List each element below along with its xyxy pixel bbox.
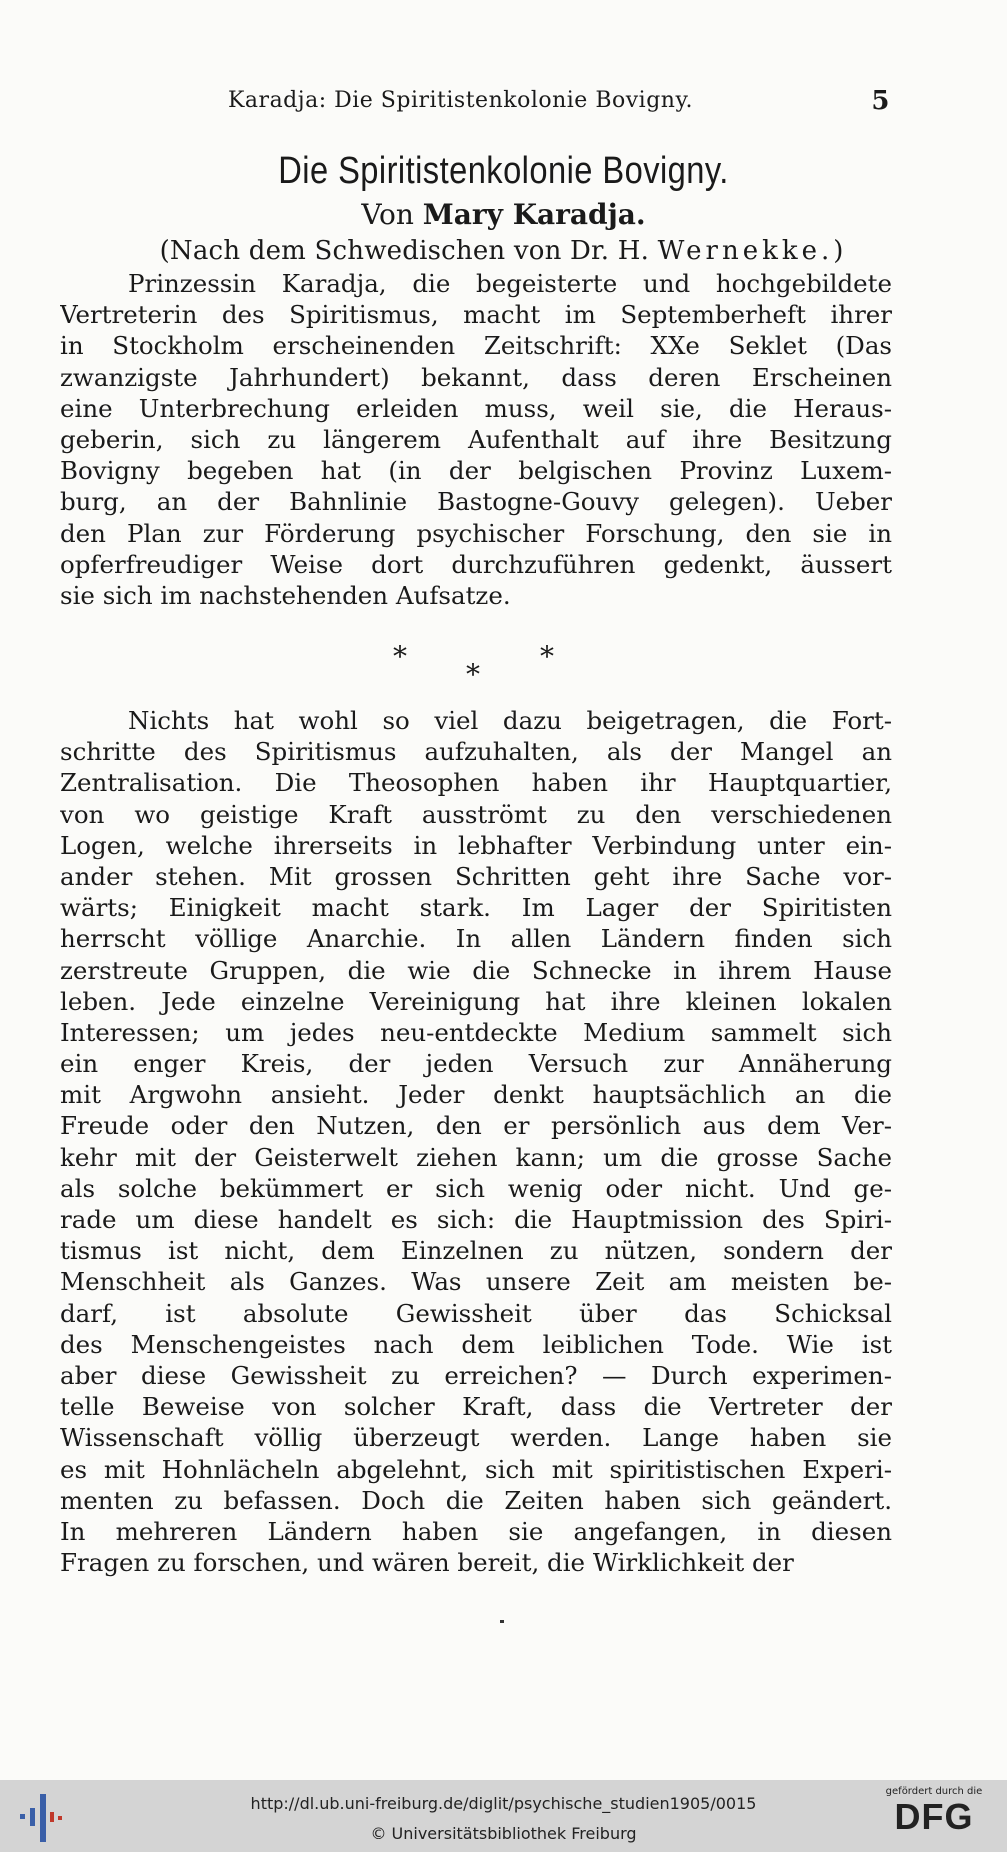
text-line: Prinzessin Karadja, die begeisterte und hochgebildete — [128, 269, 892, 298]
text-line: tismus ist nicht, dem Einzelnen zu nützen, sondern der — [60, 1236, 892, 1266]
dfg-wordmark: DFG — [894, 1796, 974, 1837]
text-line: in Stockholm erscheinenden Zeitschrift: XXe Seklet (Das — [60, 331, 892, 361]
text-line: herrscht völlige Anarchie. In allen Ländern finden sich — [60, 924, 892, 954]
text-line: Logen, welche ihrerseits in lebhafter Verbindung unter ein- — [60, 830, 892, 860]
translation-note — [0, 236, 1007, 266]
text-line: schritte des Spiritismus aufzuhalten, als der Mangel an — [60, 737, 892, 767]
separator-star: * — [393, 640, 407, 673]
footer-url[interactable]: http://dl.ub.uni-freiburg.de/diglit/psychische_studien1905/0015 — [250, 1794, 757, 1813]
running-head-title: Karadja: Die Spiritistenkolonie Bovigny. — [228, 88, 693, 113]
text-line: Nichts hat wohl so viel dazu beigetragen, die Fort- — [128, 706, 892, 735]
text-line: ander stehen. Mit grossen Schritten geht ihre Sache vor- — [60, 861, 892, 891]
byline — [0, 198, 1007, 231]
footer-copyright: © Universitätsbibliothek Freiburg — [370, 1824, 637, 1843]
text-line: In mehreren Ländern haben sie angefangen, in diesen — [60, 1516, 892, 1546]
text-line: kehr mit der Geisterwelt ziehen kann; um die grosse Sache — [60, 1142, 892, 1172]
text-line: mit Argwohn ansieht. Jeder denkt hauptsächlich an die — [60, 1080, 892, 1110]
text-line: Interessen; um jedes neu-entdeckte Medium sammelt sich — [60, 1017, 892, 1047]
text-line: den Plan zur Förderung psychischer Forschung, den sie in — [60, 518, 892, 548]
text-line: es mit Hohnlächeln abgelehnt, sich mit spiritistischen Experi- — [60, 1454, 892, 1484]
text-line: sie sich im nachstehenden Aufsatze. — [60, 580, 511, 610]
dfg-logo — [879, 1786, 989, 1846]
text-line: leben. Jede einzelne Vereinigung hat ihre kleinen lokalen — [60, 986, 892, 1016]
translator-name: Wernekke.) — [657, 236, 848, 266]
text-line: als solche bekümmert er sich wenig oder nicht. Und ge- — [60, 1173, 892, 1203]
text-line: Freude oder den Nutzen, den er persönlich aus dem Ver- — [60, 1111, 892, 1141]
text-line: Zentralisation. Die Theosophen haben ihr Hauptquartier, — [60, 768, 892, 798]
text-line: darf, ist absolute Gewissheit über das Schicksal — [60, 1298, 892, 1328]
text-line: zwanzigste Jahrhundert) bekannt, dass deren Erscheinen — [60, 362, 892, 392]
byline-prefix: Von — [361, 198, 414, 231]
text-line: Vertreterin des Spiritismus, macht im Septemberheft ihrer — [60, 300, 892, 330]
separator-star: * — [466, 658, 480, 691]
text-line: ein enger Kreis, der jeden Versuch zur Annäherung — [60, 1049, 892, 1079]
article-title: Die Spiritistenkolonie Bovigny. — [278, 150, 729, 192]
text-line: von wo geistige Kraft ausströmt zu den verschiedenen — [60, 799, 892, 829]
section-separator — [0, 640, 1007, 690]
page-number: 5 — [871, 86, 890, 116]
text-line: aber diese Gewissheit zu erreichen? — Durch experimen- — [60, 1360, 892, 1390]
text-line: burg, an der Bahnlinie Bastogne-Gouvy gelegen). Ueber — [60, 487, 892, 517]
text-line: des Menschengeistes nach dem leiblichen Tode. Wie ist — [60, 1329, 892, 1359]
text-line: Menschheit als Ganzes. Was unsere Zeit am meisten be- — [60, 1267, 892, 1297]
text-line: wärts; Einigkeit macht stark. Im Lager der Spiritisten — [60, 893, 892, 923]
text-line: rade um diese handelt es sich: die Hauptmission des Spiri- — [60, 1205, 892, 1234]
text-line: Wissenschaft völlig überzeugt werden. Lange haben sie — [60, 1423, 892, 1453]
text-line: Fragen zu forschen, und wären bereit, die Wirklichkeit der — [60, 1548, 794, 1578]
text-line: opferfreudiger Weise dort durchzuführen gedenkt, äussert — [60, 549, 892, 579]
footer-bar — [0, 1780, 1007, 1852]
translation-note-prefix: (Nach dem Schwedischen von Dr. H. — [159, 236, 650, 266]
separator-star: * — [540, 640, 554, 673]
text-line: menten zu befassen. Doch die Zeiten haben sich geändert. — [60, 1485, 892, 1515]
text-line: telle Beweise von solcher Kraft, dass die Vertreter der — [60, 1392, 892, 1422]
dfg-caption: gefördert durch die — [885, 1786, 983, 1797]
text-line: Bovigny begeben hat (in der belgischen Provinz Luxem- — [60, 456, 892, 486]
intro-paragraph — [60, 268, 892, 611]
body-paragraph — [60, 705, 892, 1578]
text-line: zerstreute Gruppen, die wie die Schnecke in ihrem Hause — [60, 955, 892, 985]
text-line: eine Unterbrechung erleiden muss, weil sie, die Heraus- — [60, 393, 892, 423]
author-name: Mary Karadja. — [422, 198, 646, 231]
print-mark — [500, 1620, 504, 1623]
text-line: geberin, sich zu längerem Aufenthalt auf ihre Besitzung — [60, 424, 892, 454]
